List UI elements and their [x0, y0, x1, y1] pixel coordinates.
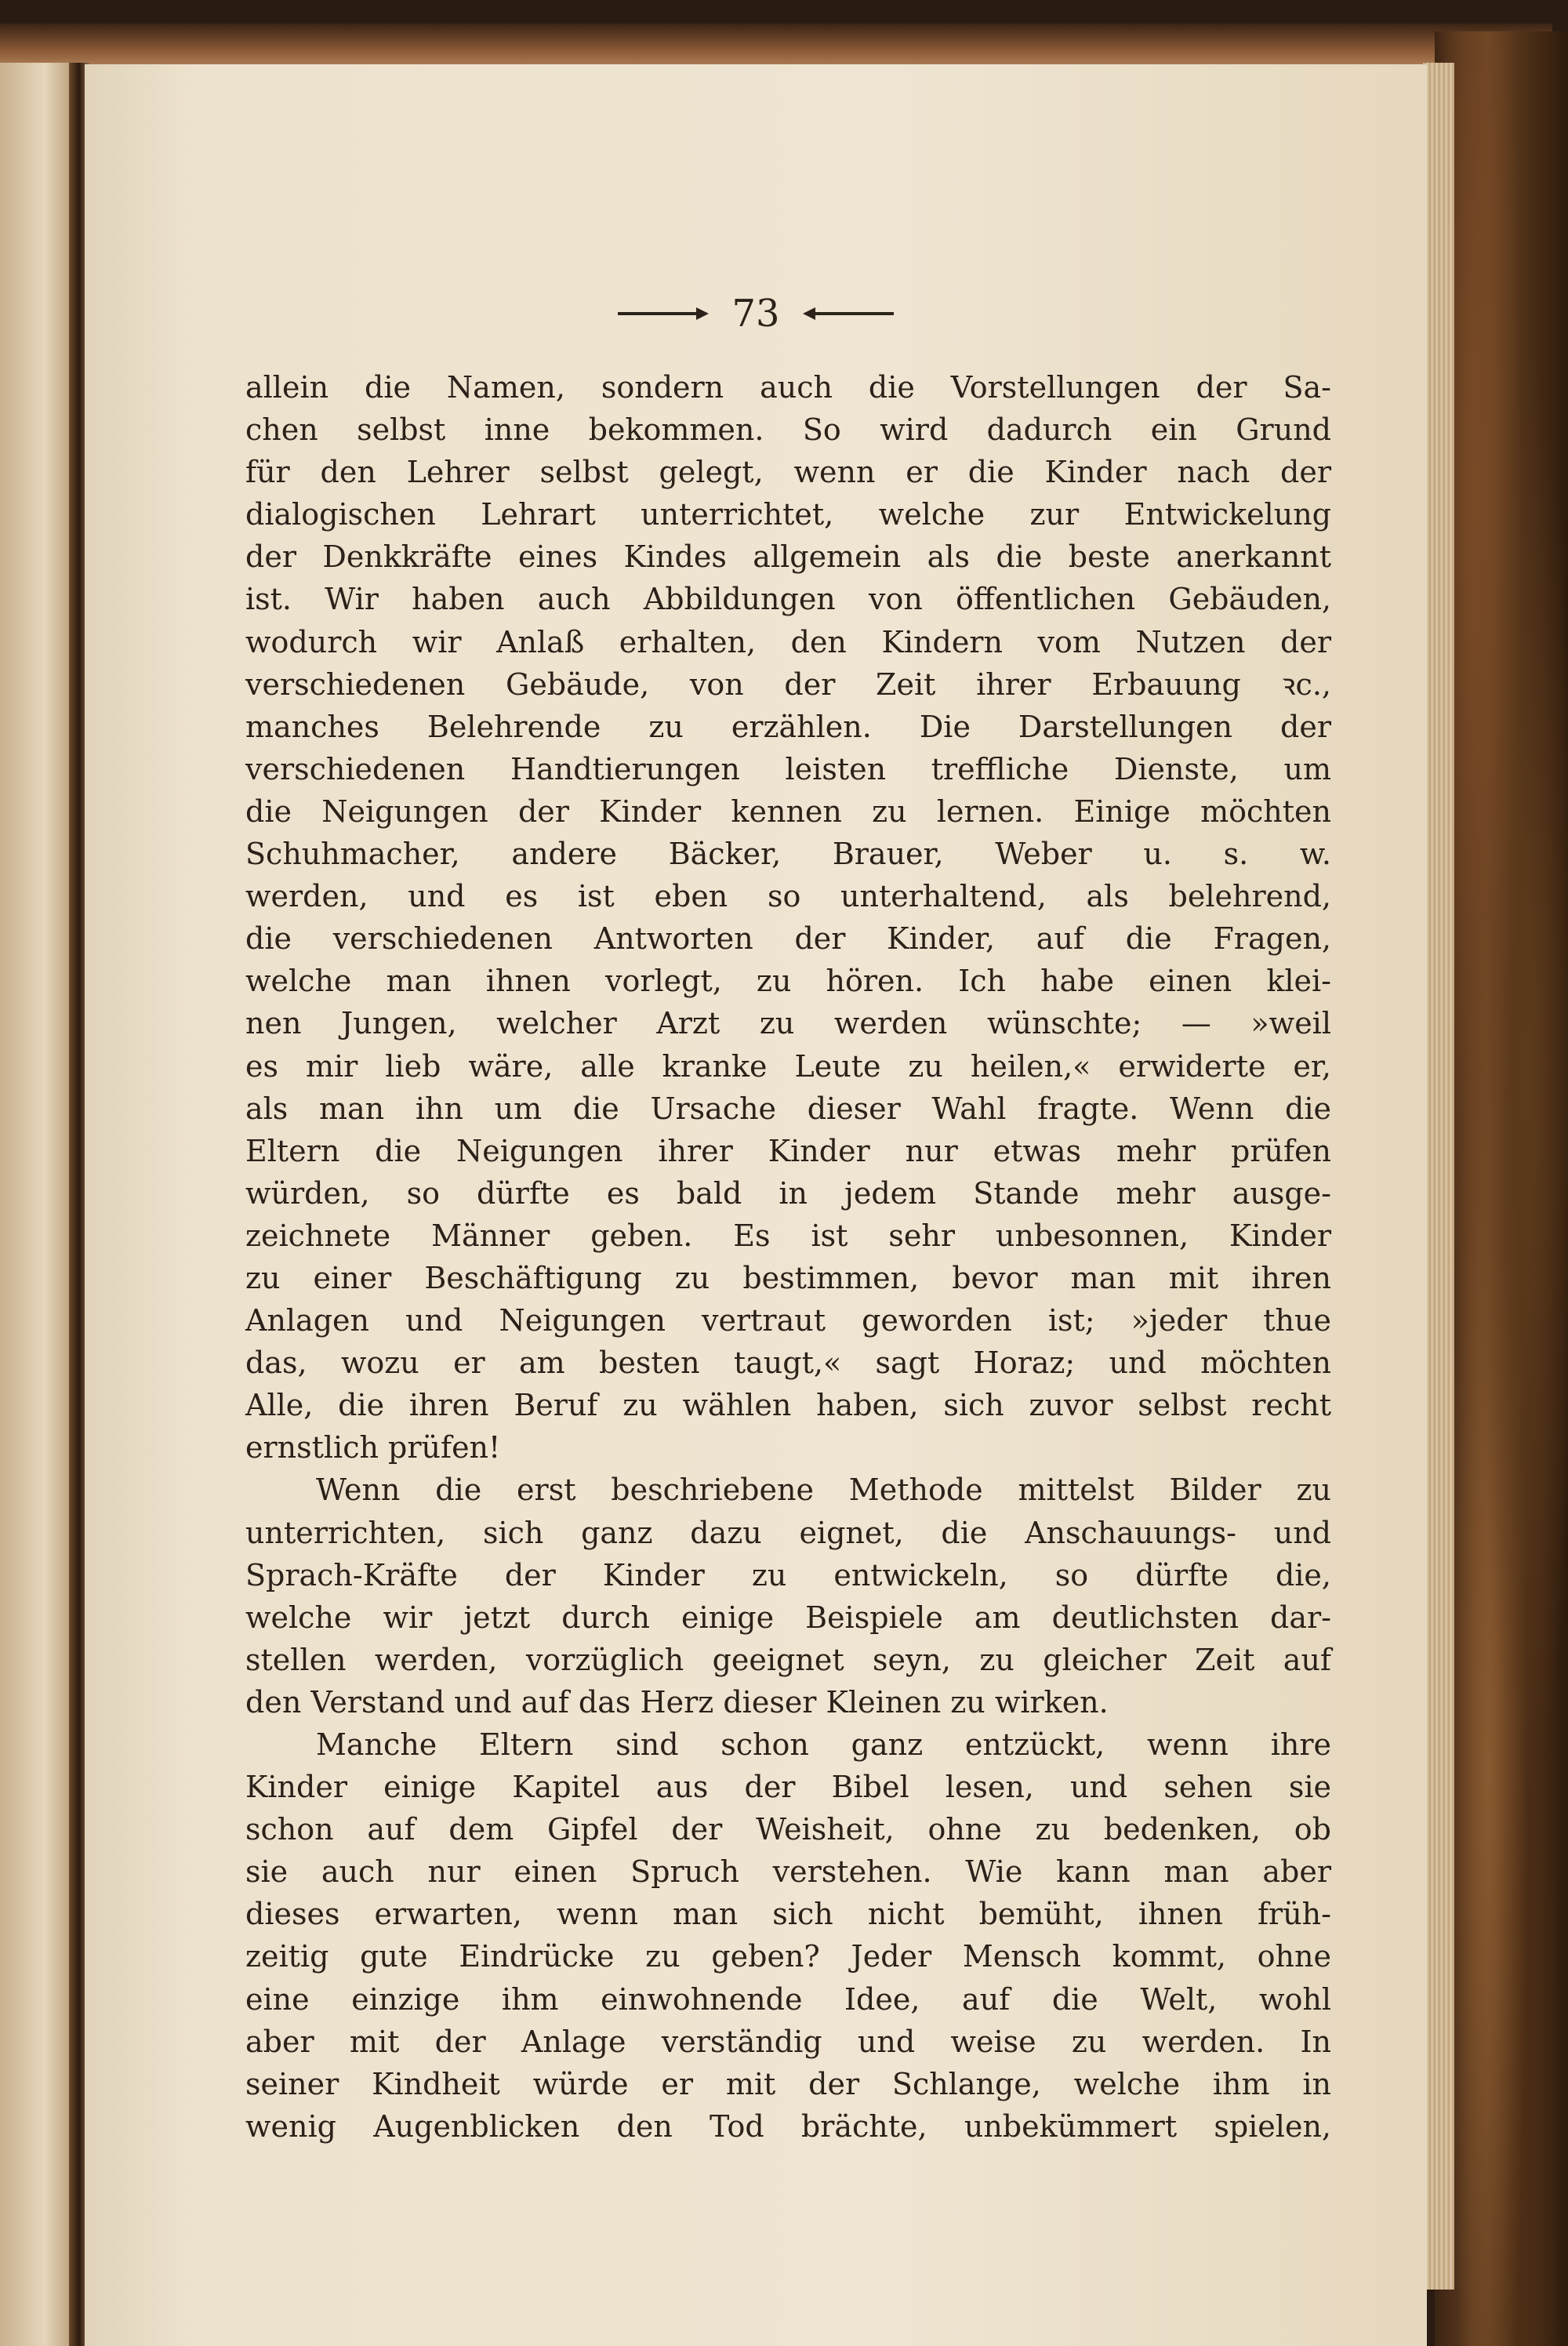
text-line: für den Lehrer selbst gelegt, wenn er die Kinder nach der	[245, 455, 1331, 490]
text-line: zu einer Beschäftigung zu bestimmen, bevor man mit ihren	[245, 1260, 1331, 1295]
text-line: unterrichten, sich ganz dazu eignet, die Anschauungs- und	[245, 1515, 1331, 1550]
text-line: die verschiedenen Antworten der Kinder, auf die Fragen,	[245, 921, 1331, 957]
text-line: ist. Wir haben auch Abbildungen von öffentlichen Gebäuden,	[245, 582, 1331, 617]
text-line: den Verstand und auf das Herz dieser Kleinen zu wirken.	[245, 1684, 1109, 1720]
text-line: allein die Namen, sondern auch die Vorstellungen der Sa-	[245, 370, 1331, 405]
book-page	[85, 64, 1427, 2346]
text-line: ernstlich prüfen!	[245, 1430, 501, 1465]
marbled-cover-board	[1435, 31, 1568, 2346]
text-line: aber mit der Anlage verständig und weise zu werden. In	[245, 2024, 1331, 2059]
header-ornament-left	[618, 312, 704, 315]
text-line: Schuhmacher, andere Bäcker, Brauer, Weber u. s. w.	[245, 837, 1331, 872]
text-line: sie auch nur einen Spruch verstehen. Wie kann man aber	[245, 1854, 1331, 1890]
page-number: 73	[731, 292, 780, 336]
text-line: manches Belehrende zu erzählen. Die Darstellungen der	[245, 709, 1331, 744]
text-line: als man ihn um die Ursache dieser Wahl fragte. Wenn die	[245, 1091, 1331, 1126]
text-line: nen Jungen, welcher Arzt zu werden wünschte; — »weil	[245, 1006, 1331, 1041]
text-line: verschiedenen Handtierungen leisten treffliche Dienste, um	[245, 751, 1331, 786]
text-line: es mir lieb wäre, alle kranke Leute zu heilen,« erwiderte er,	[245, 1048, 1331, 1084]
text-line: Wenn die erst beschriebene Methode mittelst Bilder zu	[316, 1473, 1331, 1508]
text-line: Anlagen und Neigungen vertraut geworden ist; »jeder thue	[245, 1303, 1331, 1338]
text-line: der Denkkräfte eines Kindes allgemein als die beste anerkannt	[245, 539, 1331, 575]
text-line: seiner Kindheit würde er mit der Schlange, welche ihm in	[245, 2066, 1331, 2101]
text-line: zeitig gute Eindrücke zu geben? Jeder Mensch kommt, ohne	[245, 1939, 1331, 1974]
text-line: schon auf dem Gipfel der Weisheit, ohne zu bedenken, ob	[245, 1812, 1331, 1847]
text-line: Alle, die ihren Beruf zu wählen haben, sich zuvor selbst recht	[245, 1388, 1331, 1423]
body-text	[245, 366, 1331, 2148]
text-line: dialogischen Lehrart unterrichtet, welche zur Entwickelung	[245, 497, 1331, 532]
text-line: welche man ihnen vorlegt, zu hören. Ich habe einen klei-	[245, 964, 1331, 999]
page-edges	[1423, 63, 1454, 2290]
text-line: Sprach-Kräfte der Kinder zu entwickeln, so dürfte die,	[245, 1557, 1331, 1592]
text-line: dieses erwarten, wenn man sich nicht bemüht, ihnen früh-	[245, 1897, 1331, 1932]
header-ornament-right	[808, 312, 894, 315]
text-line: verschiedenen Gebäude, von der Zeit ihrer Erbauung ꝛc.,	[245, 666, 1331, 702]
text-line: eine einzige ihm einwohnende Idee, auf die Welt, wohl	[245, 1981, 1331, 2017]
text-line: chen selbst inne bekommen. So wird dadurch ein Grund	[245, 412, 1331, 448]
text-line: welche wir jetzt durch einige Beispiele am deutlichsten dar-	[245, 1600, 1331, 1635]
text-line: werden, und es ist eben so unterhaltend, als belehrend,	[245, 879, 1331, 914]
text-line: wodurch wir Anlaß erhalten, den Kindern vom Nutzen der	[245, 624, 1331, 659]
text-line: Kinder einige Kapitel aus der Bibel lesen, und sehen sie	[245, 1770, 1331, 1805]
text-line: Eltern die Neigungen ihrer Kinder nur etwas mehr prüfen	[245, 1133, 1331, 1168]
text-line: stellen werden, vorzüglich geeignet seyn, zu gleicher Zeit auf	[245, 1642, 1331, 1677]
text-line: die Neigungen der Kinder kennen zu lernen. Einige möchten	[245, 794, 1331, 829]
text-line: zeichnete Männer geben. Es ist sehr unbesonnen, Kinder	[245, 1218, 1331, 1253]
text-line: das, wozu er am besten taugt,« sagt Horaz; und möchten	[245, 1346, 1331, 1381]
text-line: wenig Augenblicken den Tod brächte, unbekümmert spielen,	[245, 2108, 1331, 2144]
facing-page-edge	[0, 63, 74, 2346]
text-line: würden, so dürfte es bald in jedem Stande mehr ausge-	[245, 1175, 1331, 1211]
text-line: Manche Eltern sind schon ganz entzückt, wenn ihre	[316, 1727, 1331, 1762]
page-header	[85, 292, 1427, 347]
